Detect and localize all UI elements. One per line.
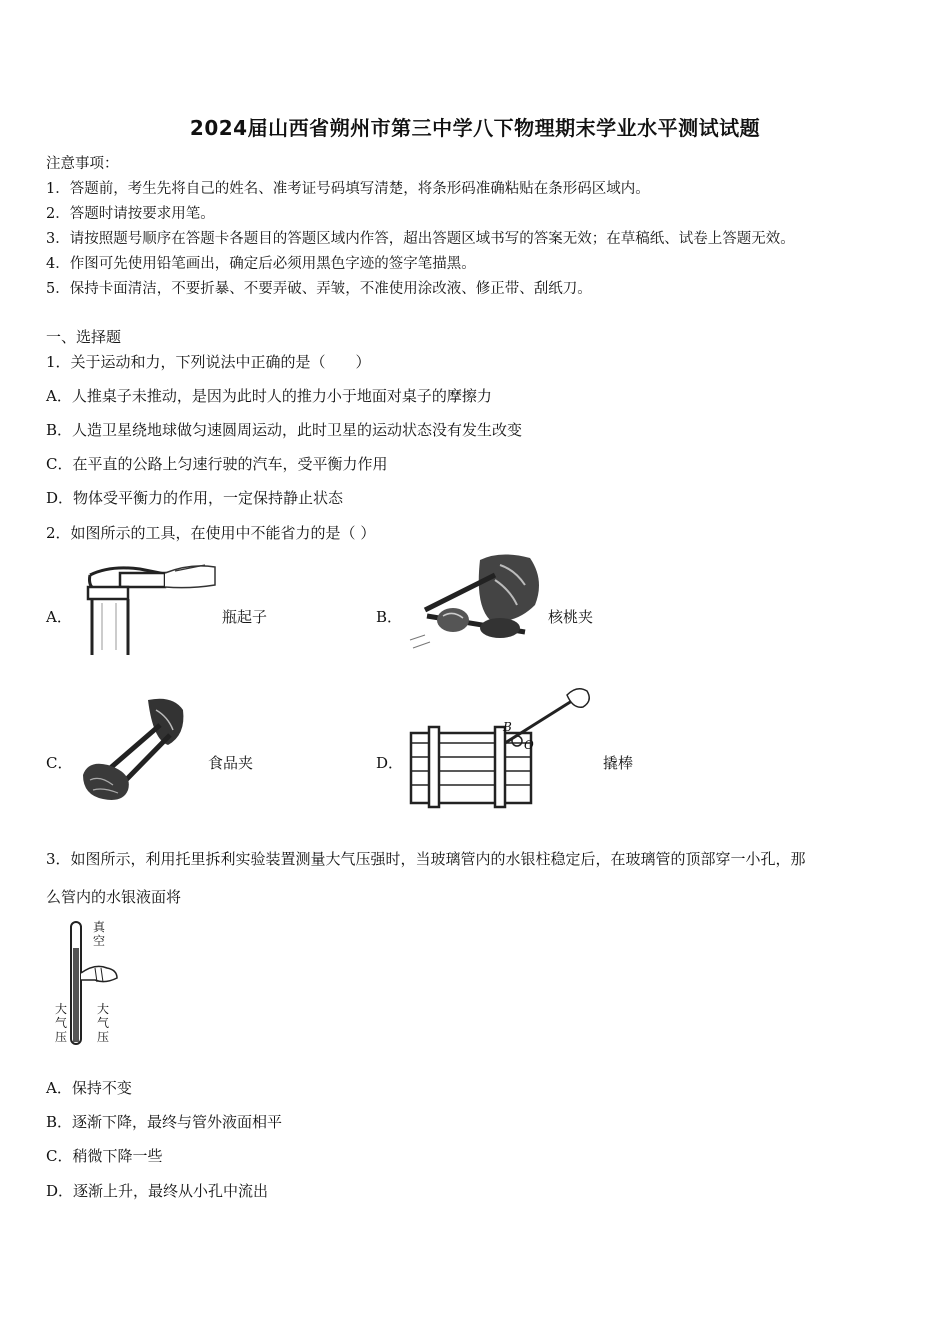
vacuum-label: 真空 [93,920,106,948]
question-2-option-b-letter: B． [376,608,403,626]
notice-heading: 注意事项： [46,156,119,172]
notice-item: 4．作图可先使用铅笔画出，确定后必须用黑色字迹的签字笔描黑。 [46,256,476,272]
question-1-option-c: C．在平直的公路上匀速行驶的汽车，受平衡力作用 [46,455,388,473]
notice-item: 1．答题前，考生先将自己的姓名、准考证号码填写清楚，将条形码准确粘贴在条形码区域内。 [46,181,650,197]
notice-item: 2．答题时请按要求用笔。 [46,206,215,222]
crowbar-icon [405,685,605,810]
question-2-option-d-letter: D． [376,754,404,772]
question-3-option-c: C．稍微下降一些 [46,1147,163,1165]
question-2-option-d-caption: 撬棒 [603,754,634,772]
atmosphere-right-label: 大气压 [97,1002,110,1044]
question-3-stem-line-2: 么管内的水银液面将 [46,888,182,906]
crowbar-label-b: B [503,720,512,734]
question-2-stem: 2．如图所示的工具，在使用中不能省力的是（ ） [46,524,376,542]
notice-item: 5．保持卡面清洁，不要折暴、不要弄破、弄皱，不准使用涂改液、修正带、刮纸刀。 [46,281,592,297]
crowbar-label-o: O [524,738,534,752]
atmosphere-left-label: 大气压 [55,1002,68,1044]
question-2-option-c-letter: C． [46,754,73,772]
question-2-option-a-letter: A． [46,608,72,626]
notice-item: 3．请按照题号顺序在答题卡各题目的答题区域内作答，超出答题区域书写的答案无效；在草稿纸、试卷上答题无效。 [46,231,795,247]
question-3-option-a: A．保持不变 [46,1079,132,1097]
question-2-option-c-caption: 食品夹 [208,754,254,772]
question-3-stem-line-1: 3．如图所示，利用托里拆利实验装置测量大气压强时，当玻璃管内的水银柱稳定后，在玻璃管的顶部穿一小孔，那 [46,850,806,868]
question-3-option-d: D．逐渐上升，最终从小孔中流出 [46,1182,269,1200]
section-heading: 一、选择题 [46,328,122,346]
food-tongs-icon [78,695,188,810]
page-title: 2024届山西省朔州市第三中学八下物理期末学业水平测试试题 [189,116,761,140]
question-1-stem: 1．关于运动和力，下列说法中正确的是（ ） [46,353,371,371]
question-2-option-b-caption: 核桃夹 [548,608,594,626]
question-1-option-b: B．人造卫星绕地球做匀速圆周运动，此时卫星的运动状态没有发生改变 [46,421,523,439]
question-1-option-a: A．人推桌子未推动，是因为此时人的推力小于地面对桌子的摩擦力 [46,387,492,405]
nutcracker-icon [405,550,550,660]
bottle-opener-icon [80,555,220,660]
question-2-option-a-caption: 瓶起子 [222,608,268,626]
question-3-option-b: B．逐渐下降，最终与管外液面相平 [46,1113,283,1131]
question-1-option-d: D．物体受平衡力的作用，一定保持静止状态 [46,489,344,507]
